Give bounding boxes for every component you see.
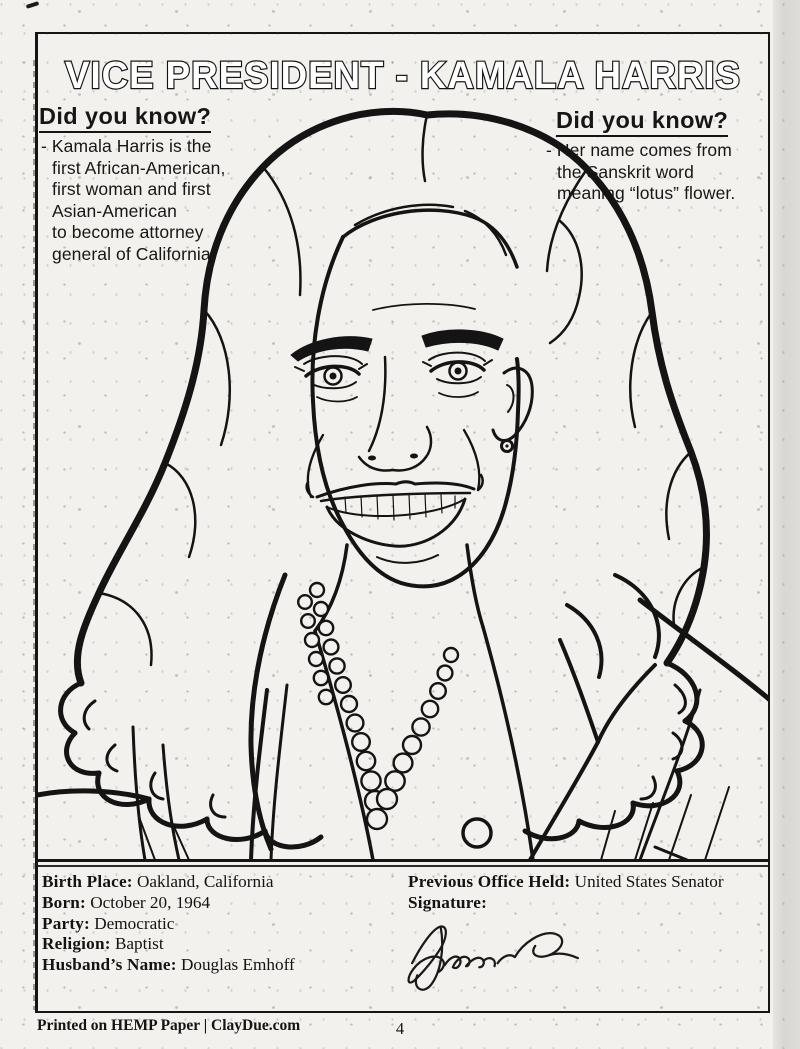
signature-scrawl <box>404 915 582 991</box>
blazer-button <box>463 819 491 847</box>
scan-artifact-mark <box>26 1 40 9</box>
section-divider-line-thin <box>37 865 768 867</box>
bio-value: Oakland, California <box>137 872 274 891</box>
bio-value: United States Senator <box>574 872 724 891</box>
fact-line: to become attorney <box>52 222 204 242</box>
fact-line: - Kamala Harris is the <box>41 136 212 156</box>
eyes <box>295 353 492 402</box>
ear <box>493 368 532 451</box>
bio-label: Birth Place: <box>42 872 133 891</box>
fact-line: first African-American, <box>52 157 226 178</box>
bio-right-column <box>408 872 724 914</box>
mouth-smile <box>307 475 483 563</box>
bio-value: Baptist <box>114 934 164 954</box>
fact-line: first woman and first <box>52 179 211 199</box>
bio-row <box>42 955 295 976</box>
fact-line: meaning “lotus” flower. <box>557 183 736 203</box>
did-you-know-text-left <box>41 136 261 265</box>
section-divider-line <box>37 859 768 862</box>
fact-line: the Sanskrit word <box>557 161 694 182</box>
bio-row <box>408 893 724 914</box>
fact-line: general of California. <box>52 243 216 264</box>
bio-label: Husband’s Name: <box>42 955 177 975</box>
fact-line: - Her name comes from <box>546 140 732 160</box>
scanner-shadow-band <box>773 0 800 1049</box>
did-you-know-heading-right: Did you know? <box>556 107 728 137</box>
bio-row <box>42 893 295 914</box>
face-outline <box>312 210 518 586</box>
nose <box>359 357 431 470</box>
bio-value: Democratic <box>94 913 175 933</box>
bio-left-column <box>42 872 295 976</box>
bio-label: Born: <box>42 892 86 912</box>
bio-row <box>42 914 295 935</box>
page-title-art <box>37 47 770 101</box>
bio-row <box>42 934 295 955</box>
bio-label: Party: <box>42 913 90 933</box>
bio-label: Previous Office Held: <box>408 872 571 891</box>
bio-value: Douglas Emhoff <box>180 955 295 975</box>
page-number: 4 <box>395 1019 405 1038</box>
bio-label: Religion: <box>42 934 111 954</box>
fact-line: Asian-American <box>52 200 177 221</box>
bio-value: October 20, 1964 <box>90 892 211 912</box>
bio-label: Signature: <box>408 892 488 912</box>
did-you-know-text-right <box>546 140 771 205</box>
page-title: VICE PRESIDENT - KAMALA HARRIS <box>65 55 741 97</box>
page-border-rough-edge <box>33 60 35 1010</box>
did-you-know-heading-left: Did you know? <box>39 103 211 133</box>
bio-row <box>42 872 295 893</box>
neck <box>315 545 483 631</box>
footer-print-note: Printed on HEMP Paper | ClayDue.com <box>37 1017 301 1034</box>
bio-row <box>408 872 724 893</box>
